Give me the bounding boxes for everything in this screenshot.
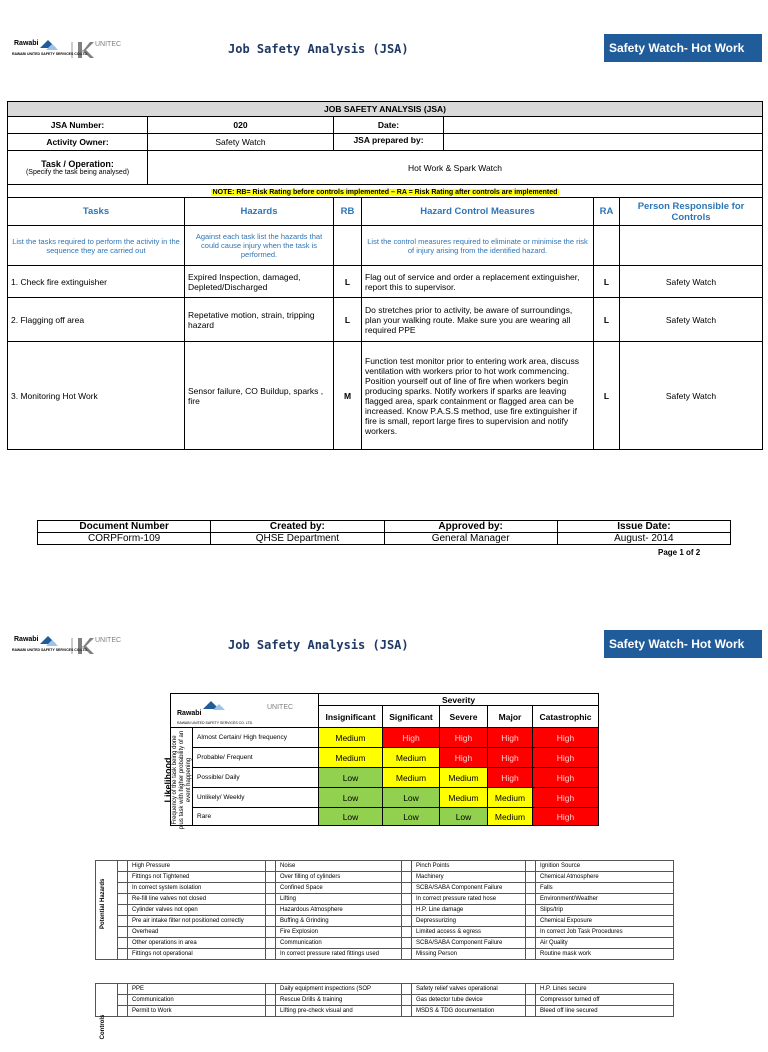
- page-header-1: [0, 34, 768, 66]
- matrix-cell: Medium: [383, 768, 440, 788]
- hazard-item: In correct pressure rated hose: [412, 894, 526, 905]
- matrix-cell: High: [383, 728, 440, 748]
- checkbox[interactable]: [266, 995, 276, 1006]
- checkbox[interactable]: [266, 894, 276, 905]
- matrix-cell: Medium: [440, 768, 488, 788]
- matrix-cell: High: [488, 728, 533, 748]
- checklist-row: [96, 916, 674, 927]
- company-logo: [199, 697, 239, 715]
- footer-created-by: QHSE Department: [211, 533, 384, 545]
- risk-matrix: [163, 693, 599, 830]
- control-item: Gas detector tube device: [412, 995, 526, 1006]
- col-hazards: Hazards: [185, 198, 334, 226]
- checkbox[interactable]: [118, 905, 128, 916]
- checkbox[interactable]: [266, 949, 276, 960]
- matrix-logo-brand: UNITEC: [267, 704, 294, 711]
- instruction-tasks: List the tasks required to perform the activity in the sequence they are carried out: [8, 226, 185, 266]
- instruction-person: [620, 226, 763, 266]
- checkbox[interactable]: [118, 883, 128, 894]
- severity-insignificant: Insignificant: [319, 706, 383, 728]
- hazard-item: Routine mask work: [536, 949, 674, 960]
- rb-cell: L: [334, 298, 362, 342]
- checkbox[interactable]: [402, 949, 412, 960]
- section-label-cell: [96, 861, 118, 960]
- matrix-cell: Medium: [440, 788, 488, 808]
- checklist-row: [96, 905, 674, 916]
- rb-cell: L: [334, 266, 362, 298]
- page-header-2: [0, 630, 768, 662]
- col-controls: Hazard Control Measures: [362, 198, 594, 226]
- checkbox[interactable]: [266, 984, 276, 995]
- matrix-logo-cell: [171, 694, 319, 728]
- checkbox[interactable]: [266, 927, 276, 938]
- matrix-cell: High: [533, 788, 599, 808]
- control-item: Bleed off line secured: [536, 1006, 674, 1017]
- hazard-item: SCBA/SABA Component Failure: [412, 938, 526, 949]
- ra-cell: L: [594, 266, 620, 298]
- hazard-cell: Sensor failure, CO Buildup, sparks , fire: [185, 342, 334, 450]
- checkbox[interactable]: [266, 872, 276, 883]
- checkbox[interactable]: [402, 1006, 412, 1017]
- matrix-cell: Medium: [488, 808, 533, 826]
- checkbox[interactable]: [118, 861, 128, 872]
- likelihood-row-label: Probable/ Frequent: [193, 748, 319, 768]
- instruction-controls: List the control measures required to eliminate or minimise the risk of injury arising from the identified hazard.: [362, 226, 594, 266]
- matrix-cell: Medium: [319, 728, 383, 748]
- instruction-hazards: Against each task list the hazards that could cause injury when the task is performed.: [185, 226, 334, 266]
- matrix-cell: High: [533, 768, 599, 788]
- severity-significant: Significant: [383, 706, 440, 728]
- section-label: Potential Hazards: [100, 878, 106, 929]
- matrix-cell: High: [488, 748, 533, 768]
- likelihood-row-label: Rare: [193, 808, 319, 826]
- severity-severe: Severe: [440, 706, 488, 728]
- checkbox[interactable]: [118, 1006, 128, 1017]
- checkbox[interactable]: [118, 916, 128, 927]
- checkbox[interactable]: [402, 872, 412, 883]
- task-value: Hot Work & Spark Watch: [148, 151, 763, 185]
- instruction-ra: [594, 226, 620, 266]
- checklist-row: [96, 861, 674, 872]
- footer-approved-by: General Manager: [384, 533, 557, 545]
- person-cell: Safety Watch: [620, 298, 763, 342]
- checkbox[interactable]: [266, 938, 276, 949]
- task-cell: 1. Check fire extinguisher: [8, 266, 185, 298]
- checkbox[interactable]: [526, 984, 536, 995]
- checklist-row: [96, 894, 674, 905]
- control-item: Compressor turned off: [536, 995, 674, 1006]
- matrix-cell: High: [488, 768, 533, 788]
- checklist-row: [96, 995, 674, 1006]
- matrix-cell: High: [533, 748, 599, 768]
- task-label-cell: [8, 151, 148, 185]
- control-item: Lifting pre-check visual and: [276, 1006, 402, 1017]
- checkbox[interactable]: [526, 894, 536, 905]
- hazard-item: Limited access & egress: [412, 927, 526, 938]
- matrix-logo-caption: RAWABI UNITED SAFETY SERVICES CO. LTD.: [177, 721, 254, 725]
- control-item: Daily equipment inspections (SOP: [276, 984, 402, 995]
- checkbox[interactable]: [266, 883, 276, 894]
- control-cell: Do stretches prior to activity, be aware of surroundings, plan your walking route. Make sure you are wearing all required PPE: [362, 298, 594, 342]
- checkbox[interactable]: [526, 949, 536, 960]
- severity-catastrophic: Catastrophic: [533, 706, 599, 728]
- logo-brand: UNITEC: [95, 637, 122, 644]
- table-row: [8, 342, 763, 450]
- checkbox[interactable]: [402, 916, 412, 927]
- checkbox[interactable]: [118, 949, 128, 960]
- hazard-item: Communication: [276, 938, 402, 949]
- table-row: [8, 298, 763, 342]
- matrix-cell: High: [533, 728, 599, 748]
- hazard-item: Re-fill line valves not closed: [128, 894, 266, 905]
- checkbox[interactable]: [118, 927, 128, 938]
- control-item: Safety relief valves operational: [412, 984, 526, 995]
- page-number: Page 1 of 2: [658, 548, 701, 557]
- control-item: Permit to Work: [128, 1006, 266, 1017]
- checklist-row: [96, 883, 674, 894]
- instruction-rb: [334, 226, 362, 266]
- activity-owner-label: Activity Owner:: [8, 134, 148, 151]
- jsa-title: JOB SAFETY ANALYSIS (JSA): [8, 102, 763, 117]
- table-row: [8, 266, 763, 298]
- hazard-item: H.P. Line damage: [412, 905, 526, 916]
- hazard-item: Pinch Points: [412, 861, 526, 872]
- logo-company-small: Rawabi: [14, 636, 39, 643]
- matrix-cell: Medium: [488, 788, 533, 808]
- checkbox[interactable]: [266, 905, 276, 916]
- checklist-row: [96, 872, 674, 883]
- hazard-item: High Pressure: [128, 861, 266, 872]
- severity-major: Major: [488, 706, 533, 728]
- checkbox[interactable]: [118, 872, 128, 883]
- ra-cell: L: [594, 342, 620, 450]
- risk-rating-note: NOTE: RB= Risk Rating before controls implemented – RA = Risk Rating after controls are implemented: [212, 189, 558, 196]
- hazard-item: Lifting: [276, 894, 402, 905]
- hazard-item: Over filling of cylinders: [276, 872, 402, 883]
- col-ra: RA: [594, 198, 620, 226]
- hazard-item: Chemical Atmosphere: [536, 872, 674, 883]
- checklist-row: [96, 984, 674, 995]
- checkbox[interactable]: [402, 984, 412, 995]
- hazard-item: Fittings not operational: [128, 949, 266, 960]
- checkbox[interactable]: [526, 872, 536, 883]
- footer-issue-label: Issue Date:: [557, 521, 730, 533]
- matrix-cell: High: [533, 808, 599, 826]
- checkbox[interactable]: [266, 1006, 276, 1017]
- logo-brand: UNITEC: [95, 41, 122, 48]
- person-cell: Safety Watch: [620, 342, 763, 450]
- section-label-cell: [96, 984, 118, 1040]
- matrix-logo-company: Rawabi: [177, 710, 202, 717]
- control-item: Communication: [128, 995, 266, 1006]
- hazard-item: Air Quality: [536, 938, 674, 949]
- checkbox[interactable]: [402, 938, 412, 949]
- checkbox[interactable]: [526, 905, 536, 916]
- checkbox[interactable]: [402, 883, 412, 894]
- checkbox[interactable]: [526, 861, 536, 872]
- severity-label: Severity: [319, 694, 599, 706]
- task-hint: (Specify the task being analysed): [25, 169, 130, 176]
- col-rb: RB: [334, 198, 362, 226]
- hazard-item: Chemical Exposure: [536, 916, 674, 927]
- footer-approved-label: Approved by:: [384, 521, 557, 533]
- checkbox[interactable]: [266, 916, 276, 927]
- hazard-item: In correct Job Task Procedures: [536, 927, 674, 938]
- document-banner: Safety Watch- Hot Work: [604, 630, 762, 658]
- col-person: Person Responsible for Controls: [620, 198, 763, 226]
- hazard-item: Machinery: [412, 872, 526, 883]
- document-banner: Safety Watch- Hot Work: [604, 34, 762, 62]
- checklist-row: [96, 949, 674, 960]
- jsa-number-value: 020: [148, 117, 334, 134]
- footer-doc-number: CORPForm-109: [38, 533, 211, 545]
- checkbox[interactable]: [118, 938, 128, 949]
- likelihood-label: Likelihood: [163, 757, 173, 803]
- checkbox[interactable]: [526, 938, 536, 949]
- logo-company-small: Rawabi: [14, 40, 39, 47]
- note-row: [8, 185, 763, 198]
- matrix-cell: Medium: [383, 748, 440, 768]
- checkbox[interactable]: [118, 894, 128, 905]
- control-item: Rescue Drills & training: [276, 995, 402, 1006]
- hazard-item: Fire Explosion: [276, 927, 402, 938]
- control-cell: Function test monitor prior to entering work area, discuss ventilation with workers prior to hot work commencing. Position yourself out of line of fire when workers begin producing sparks. Notify workers if sparks are leaving flagged area, spark containment or flagged area can be increased. Know P.A.S.S method, use fire extinguisher if fire is small, report large fires to supervision and notify workers.: [362, 342, 594, 450]
- likelihood-axis-text: [165, 730, 193, 830]
- potential-hazards-table: [95, 860, 674, 960]
- control-cell: Flag out of service and order a replacement extinguisher, report this to supervisor.: [362, 266, 594, 298]
- matrix-cell: Low: [383, 788, 440, 808]
- section-label: Controls: [100, 1014, 106, 1040]
- hazard-cell: Repetative motion, strain, tripping hazard: [185, 298, 334, 342]
- matrix-cell: Low: [440, 808, 488, 826]
- hazard-item: Environment/Weather: [536, 894, 674, 905]
- checkbox[interactable]: [526, 995, 536, 1006]
- prepared-by-label: JSA prepared by:: [334, 134, 444, 151]
- likelihood-row-label: Almost Certain/ High frequency: [193, 728, 319, 748]
- hazard-item: Overhead: [128, 927, 266, 938]
- checkbox[interactable]: [402, 894, 412, 905]
- checkbox[interactable]: [402, 905, 412, 916]
- matrix-cell: Medium: [319, 748, 383, 768]
- hazard-item: Buffing & Grinding: [276, 916, 402, 927]
- checklist-row: [96, 1006, 674, 1017]
- document-footer-table: [37, 520, 731, 545]
- document-title: Job Safety Analysis (JSA): [228, 638, 409, 652]
- task-cell: 2. Flagging off area: [8, 298, 185, 342]
- hazard-item: Fittings not Tightened: [128, 872, 266, 883]
- control-item: H.P. Lines secure: [536, 984, 674, 995]
- checklist-row: [96, 938, 674, 949]
- matrix-cell: High: [440, 728, 488, 748]
- checkbox[interactable]: [266, 861, 276, 872]
- hazard-cell: Expired Inspection, damaged, Depleted/Discharged: [185, 266, 334, 298]
- checkbox[interactable]: [526, 927, 536, 938]
- hazard-item: Other operations in area: [128, 938, 266, 949]
- hazard-item: SCBA/SABA Component Failure: [412, 883, 526, 894]
- person-cell: Safety Watch: [620, 266, 763, 298]
- checkbox[interactable]: [118, 995, 128, 1006]
- date-label: Date:: [334, 117, 444, 134]
- hazard-item: Hazardous Atmosphere: [276, 905, 402, 916]
- likelihood-desc: Frequency of the task being done plus task with higher probability of an event happening: [172, 730, 192, 830]
- likelihood-row-label: Possible/ Daily: [193, 768, 319, 788]
- hazard-item: Cylinder valves not open: [128, 905, 266, 916]
- checkbox[interactable]: [402, 927, 412, 938]
- rb-cell: M: [334, 342, 362, 450]
- hazard-item: Confined Space: [276, 883, 402, 894]
- hazard-item: Ignition Source: [536, 861, 674, 872]
- hazard-item: Missing Person: [412, 949, 526, 960]
- checkbox[interactable]: [118, 984, 128, 995]
- logo-caption: RAWABI UNITED SAFETY SERVICES CO.LTD.: [12, 52, 89, 56]
- prepared-by-value: [444, 134, 763, 151]
- activity-owner-value: Safety Watch: [148, 134, 334, 151]
- checkbox[interactable]: [402, 995, 412, 1006]
- checklist-row: [96, 927, 674, 938]
- likelihood-axis: [163, 728, 193, 830]
- matrix-cell: High: [440, 748, 488, 768]
- checkbox[interactable]: [526, 916, 536, 927]
- hazard-item: Slips/trip: [536, 905, 674, 916]
- checkbox[interactable]: [526, 883, 536, 894]
- col-tasks: Tasks: [8, 198, 185, 226]
- jsa-table: [7, 101, 763, 450]
- jsa-number-label: JSA Number:: [8, 117, 148, 134]
- hazard-item: Falls: [536, 883, 674, 894]
- footer-created-label: Created by:: [211, 521, 384, 533]
- task-label: Task / Operation:: [41, 159, 114, 169]
- hazard-item: Pre air intake filter not positioned correctly: [128, 916, 266, 927]
- date-value: [444, 117, 763, 134]
- likelihood-row-label: Unlikely/ Weekly: [193, 788, 319, 808]
- control-item: PPE: [128, 984, 266, 995]
- ra-cell: L: [594, 298, 620, 342]
- document-title: Job Safety Analysis (JSA): [228, 42, 409, 56]
- control-item: MSDS & TDG documentation: [412, 1006, 526, 1017]
- footer-issue-date: August- 2014: [557, 533, 730, 545]
- task-cell: 3. Monitoring Hot Work: [8, 342, 185, 450]
- matrix-cell: Low: [319, 788, 383, 808]
- hazard-item: Depressurizing: [412, 916, 526, 927]
- matrix-cell: Low: [319, 808, 383, 826]
- footer-doc-number-label: Document Number: [38, 521, 211, 533]
- controls-table: [95, 983, 674, 1040]
- hazard-item: In correct pressure rated fittings used: [276, 949, 402, 960]
- hazard-item: In correct system isolation: [128, 883, 266, 894]
- hazard-item: Noise: [276, 861, 402, 872]
- checkbox[interactable]: [402, 861, 412, 872]
- checkbox[interactable]: [526, 1006, 536, 1017]
- matrix-cell: Low: [383, 808, 440, 826]
- matrix-cell: Low: [319, 768, 383, 788]
- logo-caption: RAWABI UNITED SAFETY SERVICES CO.LTD.: [12, 648, 89, 652]
